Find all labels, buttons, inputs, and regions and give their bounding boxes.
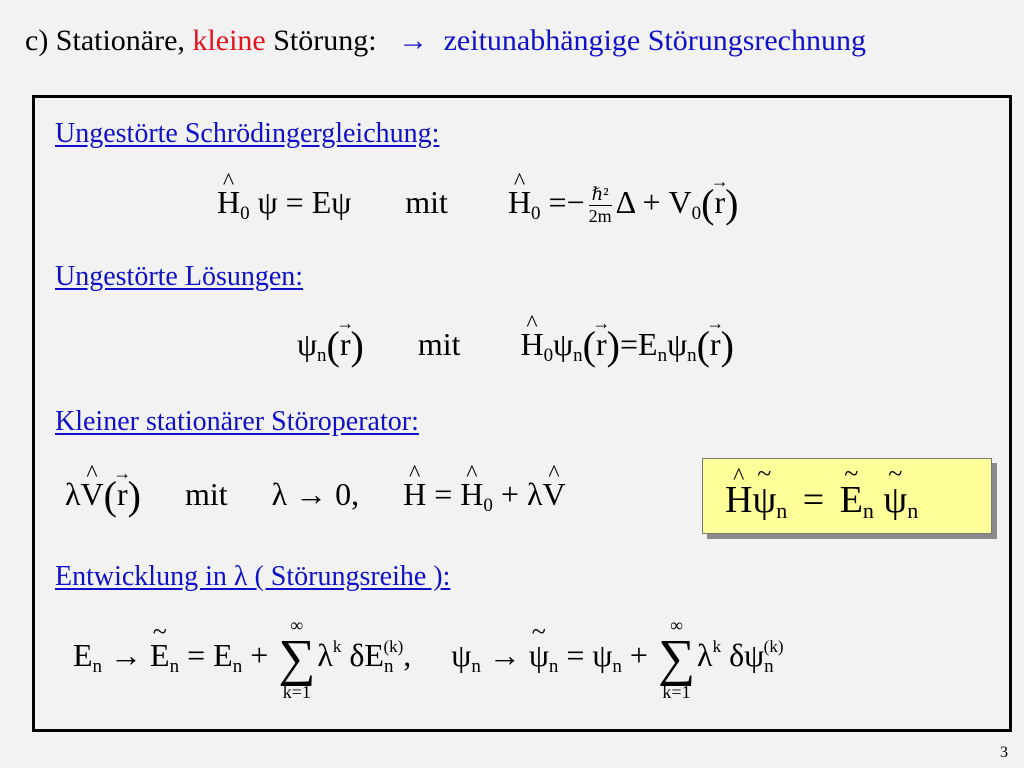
psi-symbol: ψ: [592, 637, 613, 674]
superscript: k: [332, 637, 342, 657]
summation: [278, 616, 315, 701]
title-highlight: kleine: [192, 24, 266, 57]
energy-symbol: E: [213, 637, 233, 674]
hamiltonian-h: ^ H: [403, 478, 426, 510]
subscript: n: [92, 656, 103, 678]
arrow-symbol: →: [488, 637, 521, 674]
equals-sign: =: [434, 476, 453, 512]
subscript: n: [383, 656, 394, 678]
hamiltonian-h0: ^ H: [508, 186, 531, 218]
highlighted-equation-box: [702, 458, 992, 534]
perturbed-energy: ~ E: [840, 481, 863, 519]
plus-sign: +: [642, 184, 661, 220]
sigma-symbol: ∑: [278, 630, 316, 687]
sigma-symbol: ∑: [657, 630, 696, 687]
lambda-symbol: λ: [526, 476, 543, 512]
subscript: n: [776, 498, 788, 523]
page-number: 3: [1000, 744, 1008, 761]
zero-value: 0: [335, 476, 352, 512]
equals-sign: =: [285, 184, 304, 220]
perturbed-psi: ~ ψ: [752, 481, 776, 519]
lambda-symbol: λ: [697, 637, 713, 674]
superscript: (k): [383, 637, 404, 657]
equals-sign: =: [619, 326, 639, 362]
subscript: 0: [531, 203, 541, 224]
fraction-denominator: 2m: [588, 206, 612, 227]
subscript: n: [907, 498, 919, 523]
superscript: (k): [763, 637, 784, 657]
subscript: n: [862, 498, 874, 523]
schrodinger-equation: ^ $H_0$ ψ = Eψ mit ^ $H_0$ =− $\frac{\text{ℏ²}}{2m}$ $\Delta + V_0(\to r)$: [217, 184, 738, 227]
subscript: n: [657, 345, 668, 366]
heading-expansion: Entwicklung in λ ( Störungsreihe ):: [55, 561, 451, 592]
delta-symbol: δ: [729, 637, 745, 674]
minus-sign: −: [566, 184, 585, 220]
subscript: n: [169, 656, 180, 678]
subscript: 0: [543, 345, 554, 366]
arrow-symbol: →: [110, 637, 143, 674]
lambda-symbol: λ: [317, 637, 333, 674]
perturbation-operator-v: ^ V: [81, 478, 104, 510]
unperturbed-solutions-equation: $\psi_n(\to r)$ mit ^ $H_0\psi_n(\to r)=E_n\psi_n(\to r)$: [297, 326, 734, 366]
comma: ,: [403, 637, 412, 674]
hamiltonian-h0: ^ H: [521, 328, 544, 360]
subscript: n: [573, 345, 583, 366]
energy-symbol: E: [73, 637, 93, 674]
subscript: n: [612, 656, 622, 678]
fraction-numerator: ℏ²: [589, 184, 612, 206]
title-topic: zeitunabhängige Störungsrechnung: [443, 24, 866, 57]
energy-symbol: E: [364, 637, 384, 674]
content-frame: [32, 95, 1012, 732]
mit-word: mit: [184, 476, 228, 512]
position-vector: → r: [340, 328, 351, 360]
plus-sign: +: [500, 476, 519, 512]
mit-word: mit: [405, 184, 448, 220]
series-expansion: [73, 616, 784, 701]
perturbation-equation: λ^ V(→ r) mit λ → 0, ^ H = ^ $H_0$ + λ^ V: [65, 476, 566, 516]
plus-sign: +: [250, 637, 269, 674]
psi-symbol: ψ: [667, 326, 688, 362]
hamiltonian-h0: ^ H: [217, 186, 240, 218]
energy-symbol: E: [638, 326, 658, 362]
perturbed-eigen-equation: [725, 481, 918, 522]
subscript: n: [317, 345, 327, 366]
heading-unperturbed-equation: Ungestörte Schrödingergleichung:: [55, 118, 440, 149]
psi-symbol: ψ: [331, 184, 352, 220]
slide-title: [25, 24, 866, 58]
sum-upper-limit: ∞: [670, 615, 683, 635]
psi-symbol: ψ: [553, 326, 574, 362]
equals-sign: =: [566, 637, 585, 674]
title-prefix: c) Stationäre,: [25, 24, 185, 57]
lambda-symbol: λ: [65, 476, 81, 512]
sum-upper-limit: ∞: [290, 615, 304, 635]
plus-sign: +: [629, 637, 648, 674]
psi-symbol: ψ: [257, 184, 278, 220]
hbar-fraction: [589, 184, 612, 226]
summation: [658, 616, 695, 701]
subscript: n: [548, 656, 559, 678]
position-vector: → r: [714, 186, 725, 218]
title-arrow: →: [398, 24, 429, 57]
heading-perturbation-operator: Kleiner stationärer Störoperator:: [55, 406, 419, 437]
hamiltonian-h0: ^ H: [460, 478, 483, 510]
title-suffix: Störung:: [273, 24, 377, 57]
laplace-operator: Δ: [615, 184, 635, 220]
arrow-symbol: →: [295, 476, 328, 512]
sum-lower-limit: k=1: [662, 682, 691, 703]
delta-symbol: δ: [349, 637, 365, 674]
perturbation-operator-v: ^ V: [542, 478, 565, 510]
equals-sign: =: [548, 184, 567, 220]
subscript: n: [471, 656, 481, 678]
position-vector: → r: [117, 478, 128, 510]
comma: ,: [351, 476, 360, 512]
position-vector: → r: [710, 328, 721, 360]
position-vector: → r: [596, 328, 607, 360]
subscript: n: [764, 656, 774, 678]
energy-symbol: E: [311, 184, 332, 220]
perturbed-psi: ~ ψ: [529, 639, 549, 671]
lambda-symbol: λ: [271, 476, 288, 512]
sum-lower-limit: k=1: [282, 682, 311, 703]
hamiltonian-h: ^ H: [725, 481, 752, 519]
psi-symbol: ψ: [744, 637, 765, 674]
equals-sign: =: [802, 479, 825, 521]
subscript: 0: [483, 495, 493, 516]
perturbed-psi: ~ ψ: [883, 481, 907, 519]
psi-symbol: ψ: [451, 637, 472, 674]
subscript: n: [232, 656, 243, 678]
psi-symbol: ψ: [297, 326, 318, 362]
mit-word: mit: [417, 326, 461, 362]
perturbed-energy: ~ E: [150, 639, 170, 671]
subscript: 0: [691, 203, 702, 224]
subscript: n: [687, 345, 697, 366]
equals-sign: =: [187, 637, 206, 674]
heading-unperturbed-solutions: Ungestörte Lösungen:: [55, 261, 304, 292]
potential-symbol: V: [668, 184, 692, 220]
subscript: 0: [240, 203, 250, 224]
superscript: k: [712, 637, 722, 657]
